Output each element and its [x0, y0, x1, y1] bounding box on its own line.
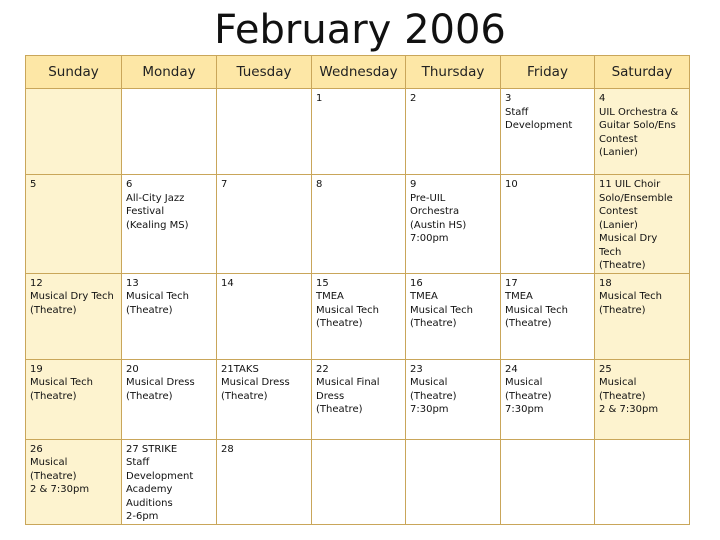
- event-text: Development: [126, 470, 194, 482]
- day-cell[interactable]: [26, 439, 122, 524]
- event-text: Musical: [599, 377, 637, 388]
- event-text: Academy: [126, 484, 173, 495]
- event-text: Tech: [599, 246, 622, 258]
- day-cell[interactable]: [312, 439, 406, 524]
- event-text: Development: [505, 120, 573, 131]
- day-cell[interactable]: [217, 175, 312, 274]
- day-number: [595, 440, 689, 443]
- day-number: 7: [221, 179, 228, 190]
- day-cell[interactable]: [406, 89, 501, 175]
- week-row: [26, 273, 690, 359]
- day-number: 21TAKS: [221, 363, 259, 375]
- event-text: Musical Dress: [126, 377, 195, 388]
- day-cell[interactable]: [26, 175, 122, 274]
- event-text: (Theatre): [505, 318, 552, 329]
- event-text: Musical Tech: [316, 304, 379, 316]
- day-cell[interactable]: [217, 359, 312, 439]
- day-cell[interactable]: [26, 273, 122, 359]
- day-cell[interactable]: [122, 89, 217, 175]
- day-number: 27 STRIKE: [126, 443, 178, 455]
- day-cell[interactable]: [406, 439, 501, 524]
- day-number: 22: [316, 363, 329, 375]
- event-text: Staff: [505, 106, 529, 118]
- day-cell[interactable]: [26, 359, 122, 439]
- event-text: Musical Tech: [599, 291, 662, 302]
- weekday-saturday: Saturday: [595, 56, 690, 89]
- day-cell[interactable]: [312, 175, 406, 274]
- day-number: 8: [316, 179, 323, 190]
- week-row: [26, 175, 690, 274]
- event-text: (Theatre): [30, 470, 77, 482]
- weekday-monday: Monday: [122, 56, 217, 89]
- day-cell[interactable]: [217, 89, 312, 175]
- event-text: Musical Tech: [126, 291, 189, 302]
- event-text: (Lanier): [599, 219, 638, 231]
- event-text: 7:00pm: [410, 233, 449, 244]
- event-text: Contest: [599, 133, 638, 145]
- event-text: (Theatre): [599, 390, 646, 402]
- event-text: (Theatre): [410, 318, 457, 329]
- day-number: 23: [410, 363, 423, 375]
- weekday-wednesday: Wednesday: [312, 56, 406, 89]
- event-text: (Theatre): [410, 390, 457, 402]
- day-number: 16: [410, 277, 423, 289]
- event-text: (Theatre): [30, 390, 77, 402]
- event-text: Musical: [410, 377, 448, 388]
- event-text: Solo/Ensemble: [599, 192, 673, 204]
- day-number: 18: [599, 277, 612, 289]
- event-text: Musical Dress: [221, 377, 290, 388]
- weekday-friday: Friday: [501, 56, 595, 89]
- event-text: TMEA: [505, 291, 533, 302]
- day-cell[interactable]: [312, 359, 406, 439]
- event-text: Musical: [505, 377, 543, 388]
- day-number: 17: [505, 277, 518, 289]
- event-text: Contest: [599, 206, 638, 217]
- event-text: Musical Dry Tech: [30, 291, 114, 302]
- day-number: 19: [30, 363, 43, 375]
- event-text: Orchestra: [410, 206, 460, 217]
- event-text: TMEA: [410, 291, 438, 302]
- day-number: 3: [505, 93, 512, 104]
- day-number: 15: [316, 277, 329, 289]
- day-number: [217, 89, 311, 92]
- day-cell[interactable]: [26, 89, 122, 175]
- day-cell[interactable]: [595, 273, 690, 359]
- event-text: Festival: [126, 206, 165, 217]
- event-text: Dress: [316, 390, 345, 402]
- day-cell[interactable]: [595, 89, 690, 175]
- day-number: 2: [410, 93, 417, 104]
- day-cell[interactable]: [406, 273, 501, 359]
- calendar-grid: [25, 55, 690, 525]
- day-number: 6: [126, 179, 133, 190]
- day-cell[interactable]: [122, 359, 217, 439]
- event-text: (Lanier): [599, 147, 638, 158]
- event-text: (Theatre): [316, 404, 363, 415]
- event-text: Musical Tech: [505, 304, 568, 316]
- day-number: 13: [126, 277, 139, 289]
- day-cell[interactable]: [595, 359, 690, 439]
- event-text: Auditions: [126, 497, 173, 509]
- event-text: (Theatre): [30, 304, 77, 316]
- day-number: 5: [30, 179, 37, 190]
- event-text: (Theatre): [599, 260, 646, 271]
- week-row: [26, 359, 690, 439]
- day-cell[interactable]: [122, 273, 217, 359]
- day-number: 9: [410, 179, 417, 190]
- event-text: Musical Tech: [30, 377, 93, 388]
- event-text: (Kealing MS): [126, 219, 189, 231]
- day-cell[interactable]: [501, 439, 595, 524]
- event-text: (Theatre): [126, 304, 173, 316]
- event-text: (Austin HS): [410, 219, 467, 231]
- day-cell[interactable]: [406, 359, 501, 439]
- weekday-header-row: [26, 56, 690, 89]
- day-cell[interactable]: [217, 273, 312, 359]
- calendar-title: February 2006: [214, 7, 506, 53]
- event-text: 2 & 7:30pm: [599, 404, 659, 415]
- weekday-tuesday: Tuesday: [217, 56, 312, 89]
- day-number: 28: [221, 443, 234, 455]
- day-cell[interactable]: [595, 175, 690, 274]
- event-text: Guitar Solo/Ens: [599, 120, 676, 131]
- event-text: (Theatre): [599, 304, 646, 316]
- event-text: (Theatre): [221, 390, 268, 402]
- day-cell[interactable]: [312, 89, 406, 175]
- day-number: 14: [221, 277, 234, 289]
- event-text: (Theatre): [126, 390, 173, 402]
- day-number: [501, 440, 594, 443]
- day-number: 25: [599, 363, 612, 375]
- event-text: TMEA: [316, 291, 344, 302]
- day-cell[interactable]: [501, 273, 595, 359]
- week-row: [26, 89, 690, 175]
- day-cell[interactable]: [217, 439, 312, 524]
- day-cell[interactable]: [595, 439, 690, 524]
- day-number: [406, 440, 500, 443]
- event-text: Musical Final: [316, 377, 380, 388]
- day-number: 4: [599, 93, 606, 104]
- day-number: 24: [505, 363, 518, 375]
- event-text: Musical Tech: [410, 304, 473, 316]
- event-text: Musical Dry: [599, 233, 658, 244]
- event-text: 2-6pm: [126, 511, 159, 522]
- day-cell[interactable]: [122, 175, 217, 274]
- event-text: Musical: [30, 457, 68, 468]
- event-text: UIL Orchestra &: [599, 106, 679, 118]
- day-number: 1: [316, 93, 323, 104]
- day-number: 26: [30, 443, 43, 455]
- day-cell[interactable]: [501, 175, 595, 274]
- event-text: (Theatre): [505, 390, 552, 402]
- day-number: 10: [505, 179, 518, 190]
- day-cell[interactable]: [501, 359, 595, 439]
- day-cell[interactable]: [122, 439, 217, 524]
- event-text: Pre-UIL: [410, 192, 446, 204]
- week-row: [26, 439, 690, 524]
- event-text: All-City Jazz: [126, 192, 185, 204]
- weekday-sunday: Sunday: [26, 56, 122, 89]
- day-number: 11 UIL Choir: [599, 179, 661, 190]
- day-cell[interactable]: [312, 273, 406, 359]
- day-number: [26, 89, 121, 92]
- event-text: 7:30pm: [505, 404, 544, 415]
- event-text: 2 & 7:30pm: [30, 484, 90, 495]
- weekday-thursday: Thursday: [406, 56, 501, 89]
- day-number: [312, 440, 405, 443]
- event-text: Staff: [126, 457, 150, 468]
- event-text: (Theatre): [316, 318, 363, 329]
- day-number: 12: [30, 277, 43, 289]
- day-number: [122, 89, 216, 92]
- day-cell[interactable]: [406, 175, 501, 274]
- day-cell[interactable]: [501, 89, 595, 175]
- day-number: 20: [126, 363, 139, 375]
- event-text: 7:30pm: [410, 404, 449, 415]
